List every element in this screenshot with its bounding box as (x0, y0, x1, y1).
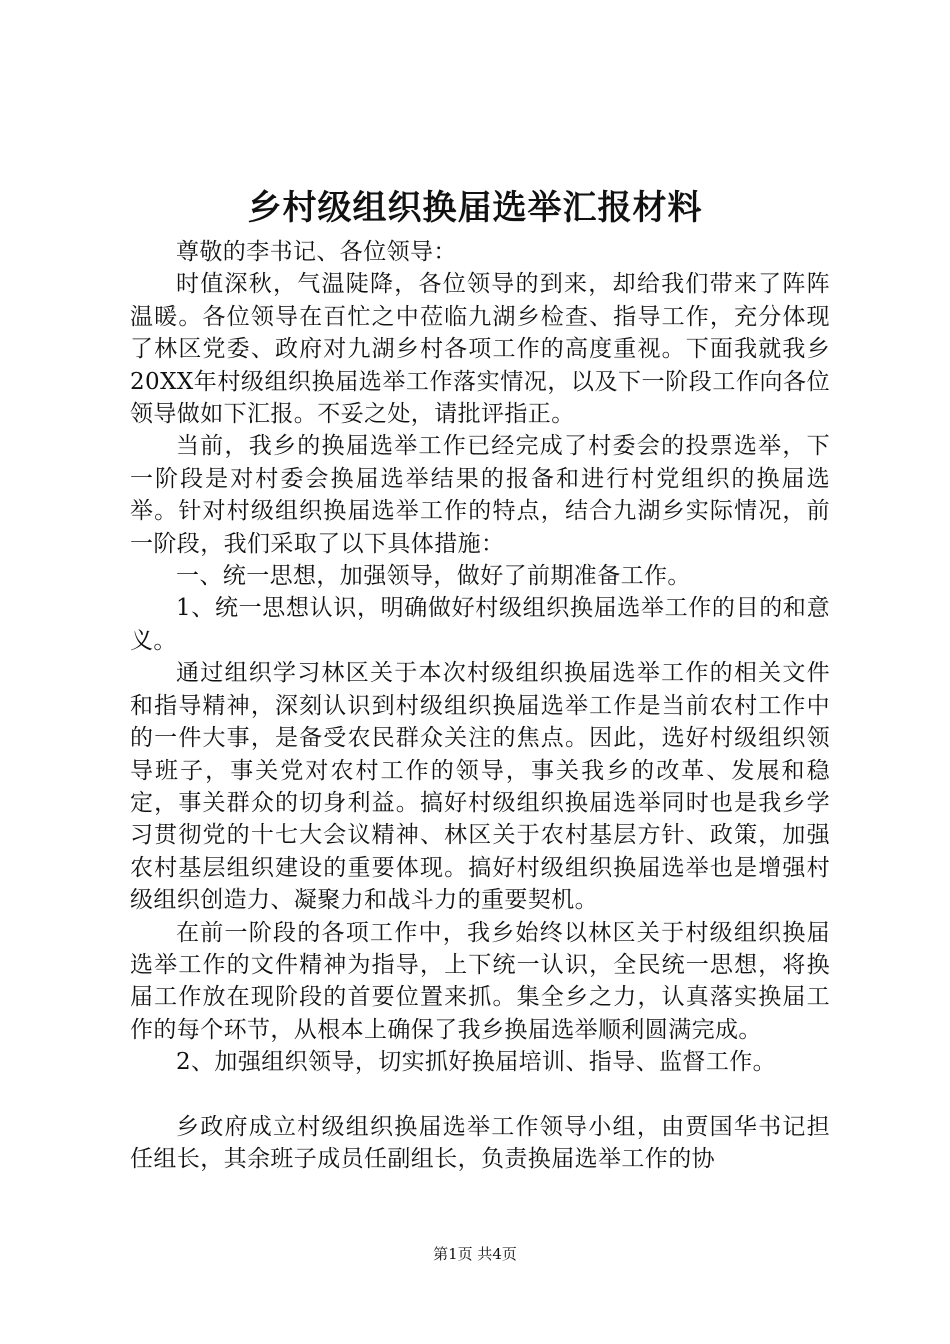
paragraph-salutation: 尊敬的李书记、各位领导： (176, 239, 457, 265)
document-title: 乡村级组织换届选举汇报材料 (247, 188, 703, 228)
subsection-heading-1: 1、统一思想认识，明确做好村级组织换届选举工作的目的和意义。 (130, 595, 830, 654)
document-body (130, 236, 830, 1175)
subsection-heading-2: 2、加强组织领导，切实抓好换届培训、指导、监督工作。 (176, 1049, 777, 1076)
paragraph-current-status: 当前，我乡的换届选举工作已经完成了村委会的投票选举，下一阶段是对村委会换届选举结果的报备和进行村党组织的换届选举。针对村级组织换届选举工作的特点，结合九湖乡实际情况，前一阶段，我们采取了以下具体措施： (130, 433, 830, 557)
page-footer: 第1页 共4页 (433, 1245, 517, 1263)
section-heading-1: 一、统一思想，加强领导，做好了前期准备工作。 (176, 563, 691, 590)
paragraph-opening: 时值深秋，气温陡降，各位领导的到来，却给我们带来了阵阵温暖。各位领导在百忙之中莅临九湖乡检查、指导工作，充分体现了林区党委、政府对九湖乡村各项工作的高度重视。下面我就我乡20XX年村级组织换届选举工作落实情况，以及下一阶段工作向各位领导做如下汇报。不妥之处，请批评指正。 (130, 271, 830, 428)
paragraph-leadership-group: 乡政府成立村级组织换届选举工作领导小组，由贾国华书记担任组长，其余班子成员任副组长，负责换届选举工作的协 (130, 1113, 830, 1172)
paragraph-study: 通过组织学习林区关于本次村级组织换届选举工作的相关文件和指导精神，深刻认识到村级组织换届选举工作是当前农村工作中的一件大事，是备受农民群众关注的焦点。因此，选好村级组织领导班子，事关党对农村工作的领导，事关我乡的改革、发展和稳定，事关群众的切身利益。搞好村级组织换届选举同时也是我乡学习贯彻党的十七大会议精神、林区关于农村基层方针、政策，加强农村基层组织建设的重要体现。搞好村级组织换届选举也是增强村级组织创造力、凝聚力和战斗力的重要契机。 (130, 660, 830, 914)
paragraph-previous-stage: 在前一阶段的各项工作中，我乡始终以林区关于村级组织换届选举工作的文件精神为指导，上下统一认识，全民统一思想，将换届工作放在现阶段的首要位置来抓。集全乡之力，认真落实换届工作的每个环节，从根本上确保了我乡换届选举顺利圆满完成。 (130, 919, 830, 1043)
